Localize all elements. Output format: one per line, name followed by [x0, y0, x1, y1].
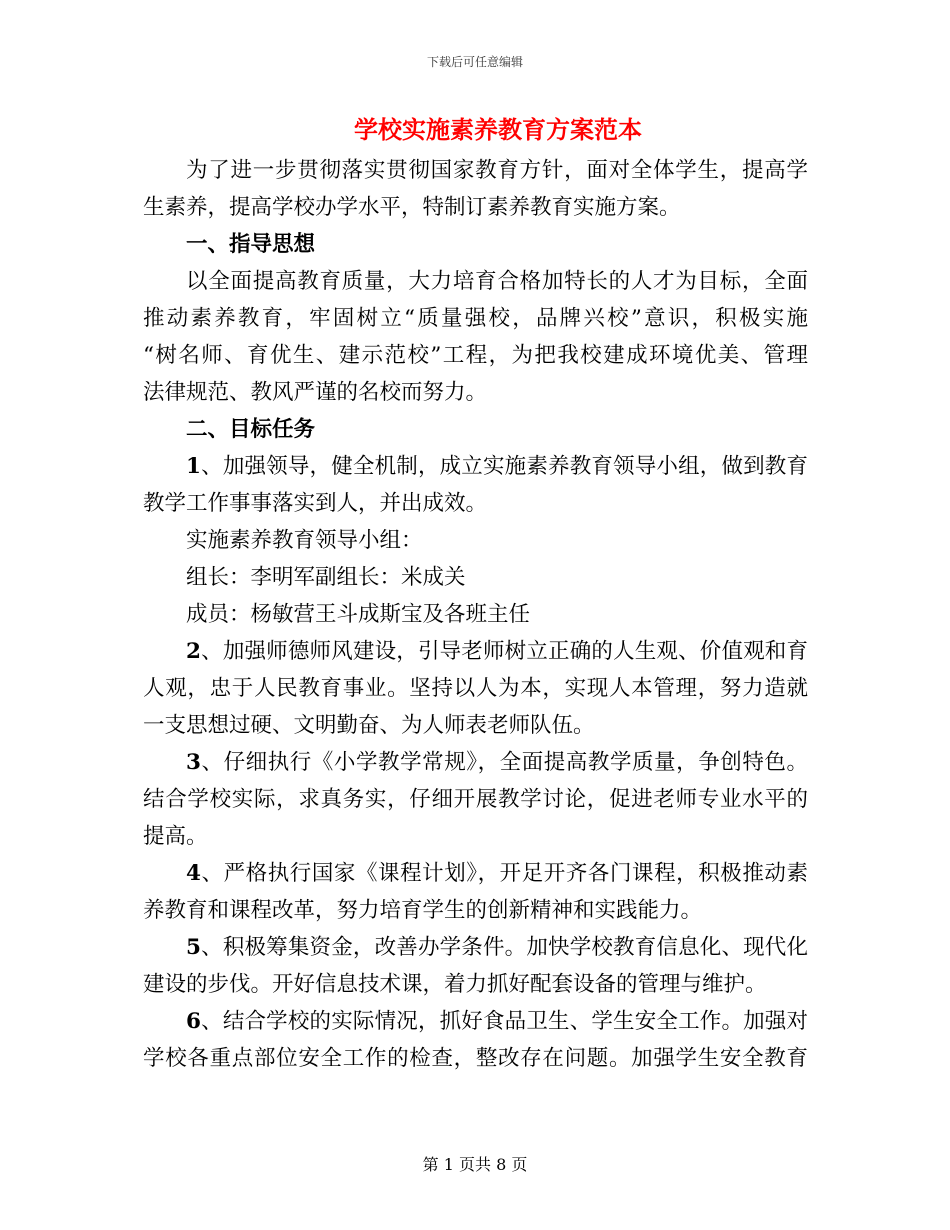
intro-line: 生素养，提高学校办学水平，特制订素养教育实施方案。: [143, 195, 681, 220]
section-heading: 二、目标任务: [186, 417, 316, 442]
item-number: 3: [186, 750, 201, 775]
item-text: 、加强领导，健全机制，成立实施素养教育领导小组，做到教育: [200, 454, 808, 479]
item-text: 、结合学校的实际情况，抓好食品卫生、学生安全工作。加强对: [200, 1009, 808, 1034]
paragraph-line: 建设的步伐。开好信息技术课，着力抓好配套设备的管理与维护。: [143, 972, 767, 997]
leading-group-leaders: 组长：李明军副组长：米成关: [186, 565, 466, 590]
paragraph-line: 以全面提高教育质量，大力培育合格加特长的人才为目标，全面: [186, 269, 808, 294]
paragraph-line: 人观，忠于人民教育事业。坚持以人为本，实现人本管理，努力造就: [143, 676, 808, 701]
item-number: 5: [186, 935, 201, 960]
item-text: 、严格执行国家《课程计划》，开足开齐各门课程，积极推动素: [200, 861, 808, 886]
paragraph-line: 学校各重点部位安全工作的检查，整改存在问题。加强学生安全教育: [143, 1046, 808, 1071]
paragraph-line: 法律规范、教风严谨的名校而努力。: [143, 380, 488, 405]
section-heading: 一、指导思想: [186, 232, 316, 257]
document-title: 学校实施素养教育方案范本: [354, 115, 642, 144]
paragraph-line: 教学工作事事落实到人，并出成效。: [143, 491, 488, 516]
numbered-item-line: [143, 929, 808, 966]
page-header-note: 下载后可任意编辑: [426, 55, 523, 69]
leading-group-title: 实施素养教育领导小组：: [186, 528, 423, 553]
item-text: 、加强师德师风建设，引导老师树立正确的人生观、价值观和育: [200, 639, 808, 664]
numbered-item-line: [143, 855, 808, 892]
intro-line: 为了进一步贯彻落实贯彻国家教育方针，面对全体学生，提高学: [186, 158, 808, 183]
paragraph-line: 推动素养教育，牢固树立“质量强校，品牌兴校”意识，积极实施: [143, 306, 808, 331]
item-number: 6: [186, 1009, 201, 1034]
paragraph-line: “树名师、育优生、建示范校”工程，为把我校建成环境优美、管理: [143, 343, 808, 368]
numbered-item-line: [143, 633, 808, 670]
paragraph-line: 养教育和课程改革，努力培育学生的创新精神和实践能力。: [143, 898, 703, 923]
numbered-item-line: [143, 1003, 808, 1040]
paragraph-line: 提高。: [143, 824, 208, 849]
paragraph-line: 一支思想过硬、文明勤奋、为人师表老师队伍。: [143, 713, 595, 738]
item-text: 、仔细执行《小学教学常规》，全面提高教学质量，争创特色。: [200, 750, 808, 775]
numbered-item-line: [143, 744, 808, 781]
page-number-footer: 第 1 页共 8 页: [422, 1155, 528, 1174]
item-text: 、积极筹集资金，改善办学条件。加快学校教育信息化、现代化: [200, 935, 808, 960]
item-number: 1: [186, 454, 201, 479]
numbered-item-line: [143, 448, 808, 485]
paragraph-line: 结合学校实际，求真务实，仔细开展教学讨论，促进老师专业水平的: [143, 787, 808, 812]
item-number: 2: [186, 639, 201, 664]
document-body: [143, 152, 808, 1077]
item-number: 4: [186, 861, 201, 886]
leading-group-members: 成员：杨敏营王斗成斯宝及各班主任: [186, 602, 531, 627]
